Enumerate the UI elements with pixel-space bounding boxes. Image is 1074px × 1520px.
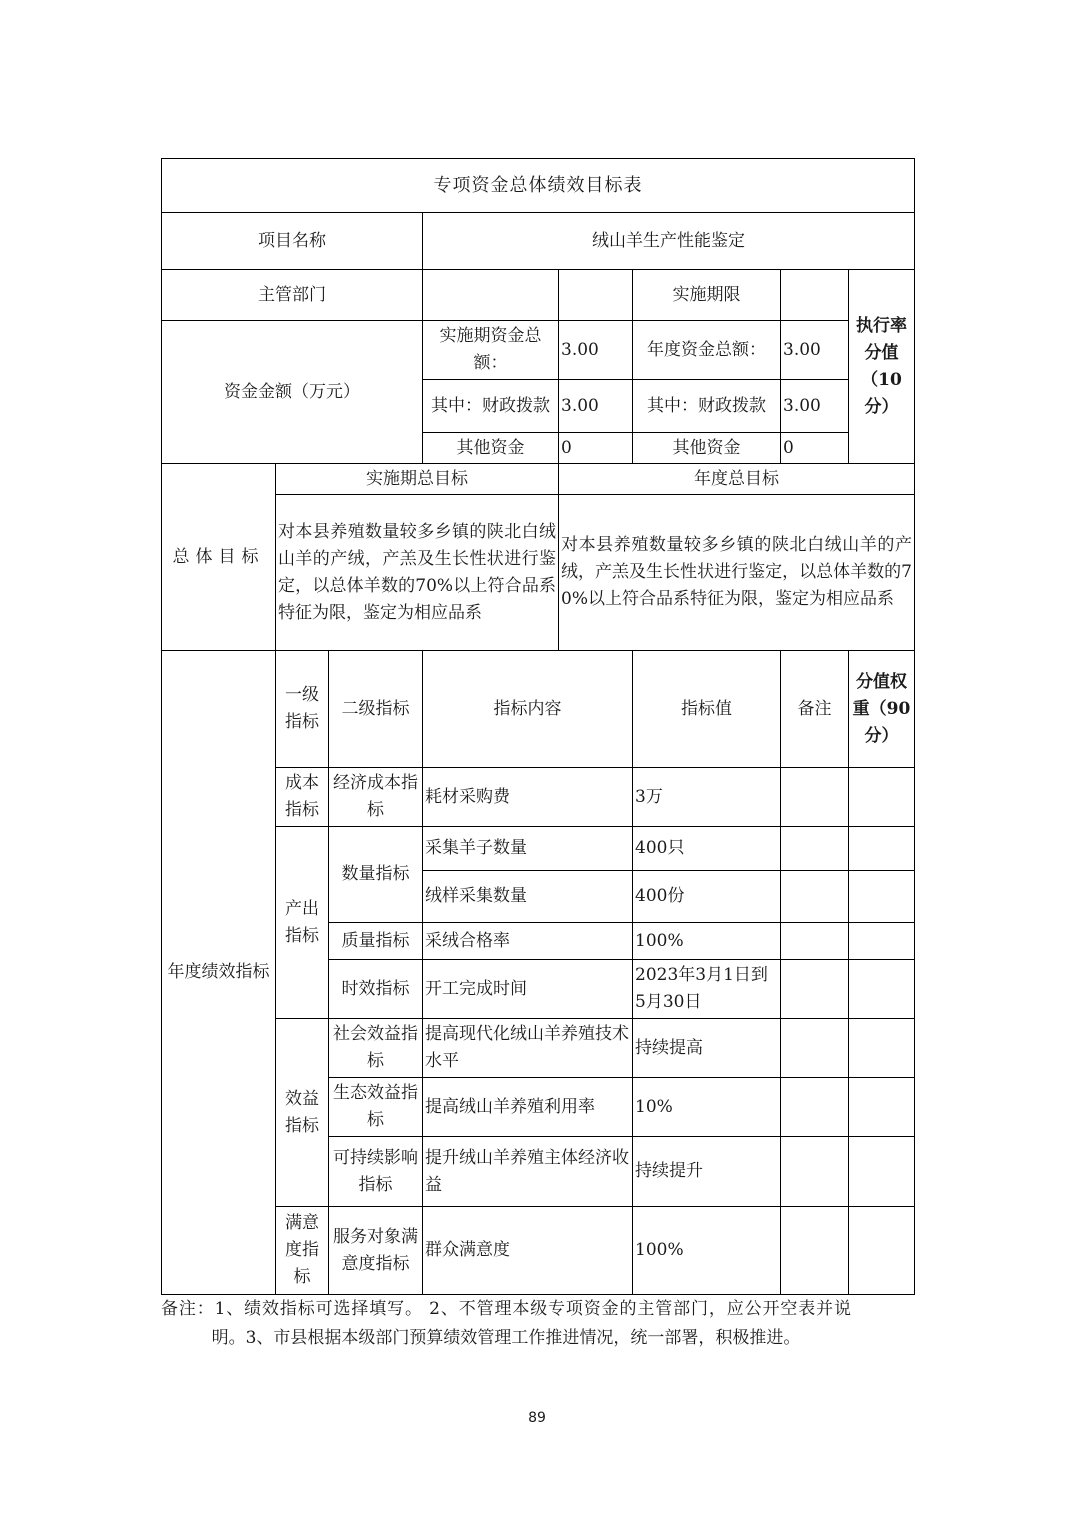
row-weight xyxy=(849,1078,915,1137)
group-cost: 成本指标 xyxy=(276,768,329,827)
row-value: 3万 xyxy=(633,768,781,827)
row-level2: 数量指标 xyxy=(329,827,423,923)
row-level2: 质量指标 xyxy=(329,923,423,960)
other-fund-label-period: 其他资金 xyxy=(423,433,559,464)
header-remark: 备注 xyxy=(781,651,849,768)
row-remark xyxy=(781,871,849,923)
group-satisfaction: 满意度指标 xyxy=(276,1207,329,1295)
fiscal-value-annual: 3.00 xyxy=(781,380,849,433)
row-content: 群众满意度 xyxy=(423,1207,633,1295)
annual-indicators-label: 年度绩效指标 xyxy=(162,651,276,1295)
project-name-value: 绒山羊生产性能鉴定 xyxy=(423,213,915,270)
performance-goal-table xyxy=(161,158,915,1295)
department-value-extra xyxy=(559,270,633,321)
header-weight: 分值权重（90分） xyxy=(849,651,915,768)
row-remark xyxy=(781,1019,849,1078)
table-title: 专项资金总体绩效目标表 xyxy=(162,159,915,213)
row-content: 开工完成时间 xyxy=(423,960,633,1019)
annual-goal-label: 年度总目标 xyxy=(559,464,915,495)
fiscal-label-annual: 其中：财政拨款 xyxy=(633,380,781,433)
exec-rate-score-label: 执行率分值（10分） xyxy=(849,270,915,464)
annual-goal-text: 对本县养殖数量较多乡镇的陕北白绒山羊的产绒，产羔及生长性状进行鉴定，以总体羊数的70%以上符合品系特征为限，鉴定为相应品系 xyxy=(559,495,915,651)
period-value xyxy=(781,270,849,321)
header-level2: 二级指标 xyxy=(329,651,423,768)
other-fund-value-annual: 0 xyxy=(781,433,849,464)
row-level2: 可持续影响指标 xyxy=(329,1137,423,1207)
row-level2: 时效指标 xyxy=(329,960,423,1019)
overall-goal-label: 总体目标 xyxy=(162,464,276,651)
row-remark xyxy=(781,923,849,960)
row-content: 提高现代化绒山羊养殖技术水平 xyxy=(423,1019,633,1078)
row-value: 400只 xyxy=(633,827,781,871)
period-goal-text: 对本县养殖数量较多乡镇的陕北白绒山羊的产绒，产羔及生长性状进行鉴定，以总体羊数的70%以上符合品系特征为限，鉴定为相应品系 xyxy=(276,495,559,651)
period-goal-label: 实施期总目标 xyxy=(276,464,559,495)
row-content: 提高绒山羊养殖利用率 xyxy=(423,1078,633,1137)
row-content: 耗材采购费 xyxy=(423,768,633,827)
row-weight xyxy=(849,1019,915,1078)
fund-amount-label: 资金金额（万元） xyxy=(162,321,423,464)
row-weight xyxy=(849,871,915,923)
row-weight xyxy=(849,1207,915,1295)
row-remark xyxy=(781,1078,849,1137)
row-value: 10% xyxy=(633,1078,781,1137)
fiscal-value-period: 3.00 xyxy=(559,380,633,433)
row-remark xyxy=(781,960,849,1019)
row-level2: 生态效益指标 xyxy=(329,1078,423,1137)
row-content: 提升绒山羊养殖主体经济收益 xyxy=(423,1137,633,1207)
other-fund-value-period: 0 xyxy=(559,433,633,464)
header-content: 指标内容 xyxy=(423,651,633,768)
other-fund-label-annual: 其他资金 xyxy=(633,433,781,464)
row-value: 持续提高 xyxy=(633,1019,781,1078)
row-weight xyxy=(849,827,915,871)
group-output: 产出指标 xyxy=(276,827,329,1019)
row-value: 2023年3月1日到5月30日 xyxy=(633,960,781,1019)
department-label: 主管部门 xyxy=(162,270,423,321)
row-remark xyxy=(781,827,849,871)
row-remark xyxy=(781,1207,849,1295)
page-number: 89 xyxy=(528,1410,546,1426)
row-content: 采集羊子数量 xyxy=(423,827,633,871)
row-weight xyxy=(849,1137,915,1207)
group-benefit: 效益指标 xyxy=(276,1019,329,1207)
row-weight xyxy=(849,960,915,1019)
annual-total-value: 3.00 xyxy=(781,321,849,380)
row-value: 100% xyxy=(633,1207,781,1295)
row-weight xyxy=(849,768,915,827)
department-value xyxy=(423,270,559,321)
row-content: 采绒合格率 xyxy=(423,923,633,960)
row-remark xyxy=(781,1137,849,1207)
period-label: 实施期限 xyxy=(633,270,781,321)
period-total-label: 实施期资金总额： xyxy=(423,321,559,380)
row-weight xyxy=(849,923,915,960)
header-level1: 一级指标 xyxy=(276,651,329,768)
row-remark xyxy=(781,768,849,827)
row-value: 400份 xyxy=(633,871,781,923)
row-value: 100% xyxy=(633,923,781,960)
row-value: 持续提升 xyxy=(633,1137,781,1207)
header-value: 指标值 xyxy=(633,651,781,768)
footnote: 备注：1、绩效指标可选择填写。 2、不管理本级专项资金的主管部门，应公开空表并说明。3、市县根据本级部门预算绩效管理工作推进情况，统一部署，积极推进。 xyxy=(161,1299,851,1348)
fiscal-label-period: 其中：财政拨款 xyxy=(423,380,559,433)
row-content: 绒样采集数量 xyxy=(423,871,633,923)
row-level2: 服务对象满意度指标 xyxy=(329,1207,423,1295)
period-total-value: 3.00 xyxy=(559,321,633,380)
annual-total-label: 年度资金总额： xyxy=(633,321,781,380)
row-level2: 社会效益指标 xyxy=(329,1019,423,1078)
project-name-label: 项目名称 xyxy=(162,213,423,270)
row-level2: 经济成本指标 xyxy=(329,768,423,827)
